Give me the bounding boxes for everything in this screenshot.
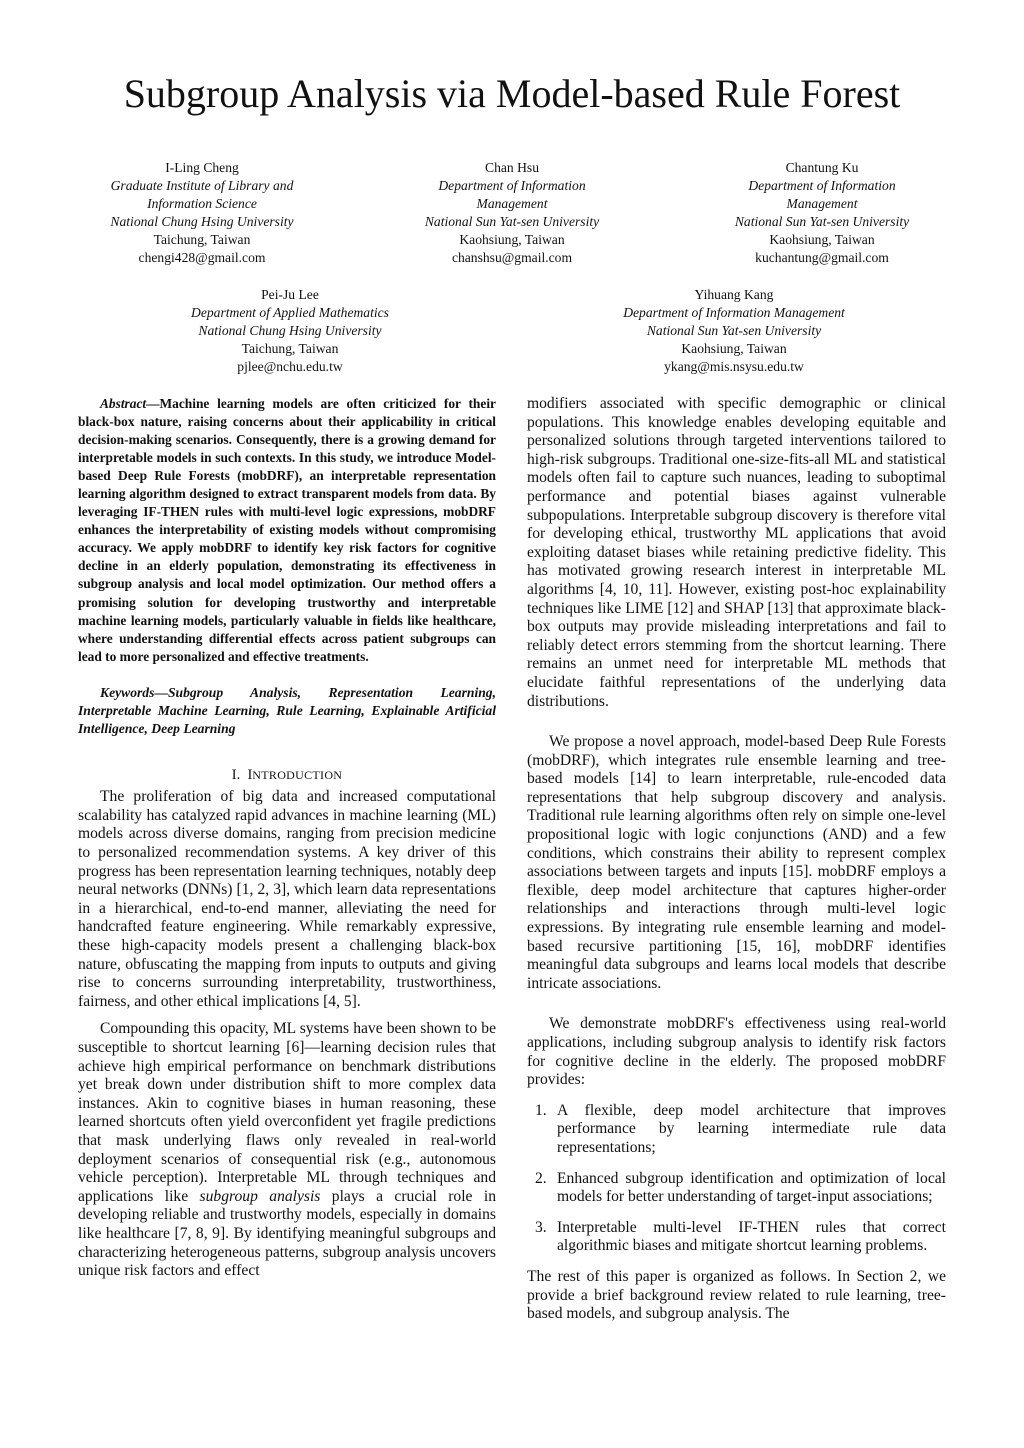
list-item-number: 2.	[535, 1169, 547, 1187]
abstract-dash: —	[146, 396, 160, 411]
intro-paragraph-2	[78, 1020, 496, 1280]
keywords-text: Subgroup Analysis, Representation Learning, Interpretable Machine Learning, Rule Learning, Explainable Artificial Intelligence, Deep Learning	[78, 684, 496, 736]
right-column	[527, 395, 946, 1324]
author-dept: Department of Applied Mathematics	[191, 305, 389, 320]
author-email: ykang@mis.nsysu.edu.tw	[664, 359, 804, 374]
list-item	[527, 1102, 946, 1158]
author-block-1	[80, 159, 324, 267]
author-dept: Information Science	[147, 196, 257, 211]
section-number: I.	[231, 766, 241, 783]
right-paragraph-1: modifiers associated with specific demographic or clinical populations. This knowledge enables developing equitable and personalized solutions through targeted interventions tailored to high-risk subgroups. Traditional one-size-fits-all ML and statistical models often fail to capture such nuances, leading to suboptimal performance and potential biases against vulnerable subpopulations. Interpretable subgroup discovery is therefore vital for developing ethical, trustworthy ML applications that avoid exploiting dataset biases while retaining predictive fidelity. This has motivated growing research interest in interpretable ML algorithms [4, 10, 11]. However, existing post-hoc explainability techniques like LIME [12] and SHAP [13] that approximate black-box outputs may provide misleading interpretations and fail to reliably detect errors stemming from the shortcut learning. There remains an unmet need for interpretable ML methods that elucidate faithful representations of the underlying data distributions.	[527, 395, 946, 710]
intro-p2-emphasis: subgroup analysis	[199, 1187, 321, 1205]
author-institution: National Chung Hsing University	[110, 214, 294, 229]
author-location: Taichung, Taiwan	[241, 341, 339, 356]
author-name: Yihuang Kang	[694, 287, 774, 302]
author-block-2	[390, 159, 634, 267]
intro-p2-text: Compounding this opacity, ML systems have been shown to be susceptible to shortcut learning [6]—learning decision rules that achieve high empirical performance on benchmark distributions yet break down under distribution shift to more complex data instances. Akin to cognitive biases in human reasoning, these learned shortcuts often yield overconfident yet fragile predictions that mask underlying flaws only revealed in real-world deployment scenarios of consequential risk (e.g., autonomous vehicle perception). Interpretable ML through techniques and applications like	[78, 1020, 496, 1205]
list-item-number: 1.	[535, 1101, 547, 1119]
keywords	[78, 684, 496, 738]
list-item-text: A flexible, deep model architecture that improves performance by learning intermediate rule data representations;	[557, 1101, 946, 1156]
list-item-number: 3.	[535, 1218, 547, 1236]
list-item	[527, 1170, 946, 1207]
list-item	[527, 1219, 946, 1256]
section-heading-introduction	[78, 766, 496, 785]
section-title-rest: NTRODUCTION	[252, 767, 343, 782]
author-dept: Graduate Institute of Library and	[110, 178, 294, 193]
author-name: I-Ling Cheng	[165, 160, 239, 175]
author-block-4	[160, 286, 420, 376]
author-email: kuchantung@gmail.com	[755, 250, 889, 265]
author-location: Kaohsiung, Taiwan	[681, 341, 787, 356]
author-dept: Management	[786, 196, 858, 211]
author-email: chanshsu@gmail.com	[451, 250, 573, 265]
intro-paragraph-1: The proliferation of big data and increased computational scalability has catalyzed rapid advances in machine learning (ML) models across diverse domains, ranging from precision medicine to personalized recommendation systems. A key driver of this progress has been representation learning techniques, notably deep neural networks (DNNs) [1, 2, 3], which learn data representations in a hierarchical, end-to-end manner, alleviating the need for handcrafted feature engineering. While remarkably expressive, these high-capacity models present a challenging black-box nature, obfuscating the mapping from inputs to outputs and giving rise to concerns surrounding interpretability, trustworthiness, fairness, and other ethical implications [4, 5].	[78, 788, 496, 1010]
author-institution: National Sun Yat-sen University	[646, 323, 822, 338]
contribution-list	[527, 1102, 946, 1256]
author-dept: Management	[476, 196, 548, 211]
author-name: Chan Hsu	[485, 160, 539, 175]
author-location: Kaohsiung, Taiwan	[769, 232, 875, 247]
author-dept: Department of Information	[438, 178, 586, 193]
author-institution: National Sun Yat-sen University	[424, 214, 600, 229]
author-name: Chantung Ku	[785, 160, 859, 175]
abstract-text: Machine learning models are often criticized for their black-box nature, raising concerns about their applicability in critical decision-making scenarios. Consequently, there is a growing demand for interpretable models in such contexts. In this study, we introduce Model-based Deep Rule Forests (mobDRF), an interpretable representation learning algorithm designed to extract transparent models from data. By leveraging IF-THEN rules with multi-level logic expressions, mobDRF enhances the interpretability of existing models without compromising accuracy. We apply mobDRF to identify key risk factors for cognitive decline in an elderly population, demonstrating its effectiveness in subgroup analysis and local model optimization. Our method offers a promising solution for developing trustworthy and interpretable machine learning models, particularly valuable in fields like healthcare, where understanding differential effects across patient subgroups can lead to more personalized and effective treatments.	[78, 396, 496, 664]
list-item-text: Enhanced subgroup identification and optimization of local models for better understanding of target-input associations;	[557, 1169, 946, 1206]
author-location: Taichung, Taiwan	[153, 232, 251, 247]
author-email: pjlee@nchu.edu.tw	[237, 359, 343, 374]
author-institution: National Chung Hsing University	[198, 323, 382, 338]
author-email: chengi428@gmail.com	[138, 250, 266, 265]
right-paragraph-4: The rest of this paper is organized as follows. In Section 2, we provide a brief background review related to rule learning, tree-based models, and subgroup analysis. The	[527, 1267, 946, 1323]
author-block-5	[594, 286, 874, 376]
list-item-text: Interpretable multi-level IF-THEN rules that correct algorithmic biases and mitigate shortcut learning problems.	[557, 1218, 946, 1255]
right-paragraph-2: We propose a novel approach, model-based Deep Rule Forests (mobDRF), which integrates rule ensemble learning and tree-based models [14] to learn interpretable, rule-encoded data representations that help subgroup discovery and analysis. Traditional rule learning algorithms often rely on simple one-level propositional logic with logic conjunctions (AND) and a few conditions, which constrains their ability to represent complex associations between targets and inputs [15]. mobDRF employs a flexible, deep model architecture that captures higher-order relationships and interactions through multi-level logic expressions. By integrating rule ensemble learning and model-based recursive partitioning [15, 16], mobDRF identifies meaningful data subgroups and learns local models that describe intricate associations.	[527, 733, 946, 992]
abstract	[78, 395, 496, 666]
section-title-initial: I	[247, 766, 253, 783]
intro-p2-text-rest: plays a crucial role in developing reliable and trustworthy models, especially in domains like healthcare [7, 8, 9]. By identifying meaningful subgroups and characterizing heterogeneous patterns, subgroup analysis uncovers unique risk factors and effect	[78, 1187, 497, 1280]
keywords-label: Keywords	[100, 684, 155, 700]
author-block-3	[700, 159, 944, 267]
right-paragraph-3: We demonstrate mobDRF's effectiveness using real-world applications, including subgroup analysis to identify risk factors for cognitive decline in the elderly. The proposed mobDRF provides:	[527, 1015, 946, 1089]
abstract-label: Abstract	[100, 396, 147, 411]
author-dept: Department of Information	[748, 178, 896, 193]
author-institution: National Sun Yat-sen University	[734, 214, 910, 229]
keywords-dash: —	[154, 684, 168, 700]
left-column	[78, 395, 496, 1281]
author-location: Kaohsiung, Taiwan	[459, 232, 565, 247]
author-dept: Department of Information Management	[623, 305, 845, 320]
paper-title: Subgroup Analysis via Model-based Rule Forest	[123, 71, 901, 116]
author-name: Pei-Ju Lee	[261, 287, 319, 302]
